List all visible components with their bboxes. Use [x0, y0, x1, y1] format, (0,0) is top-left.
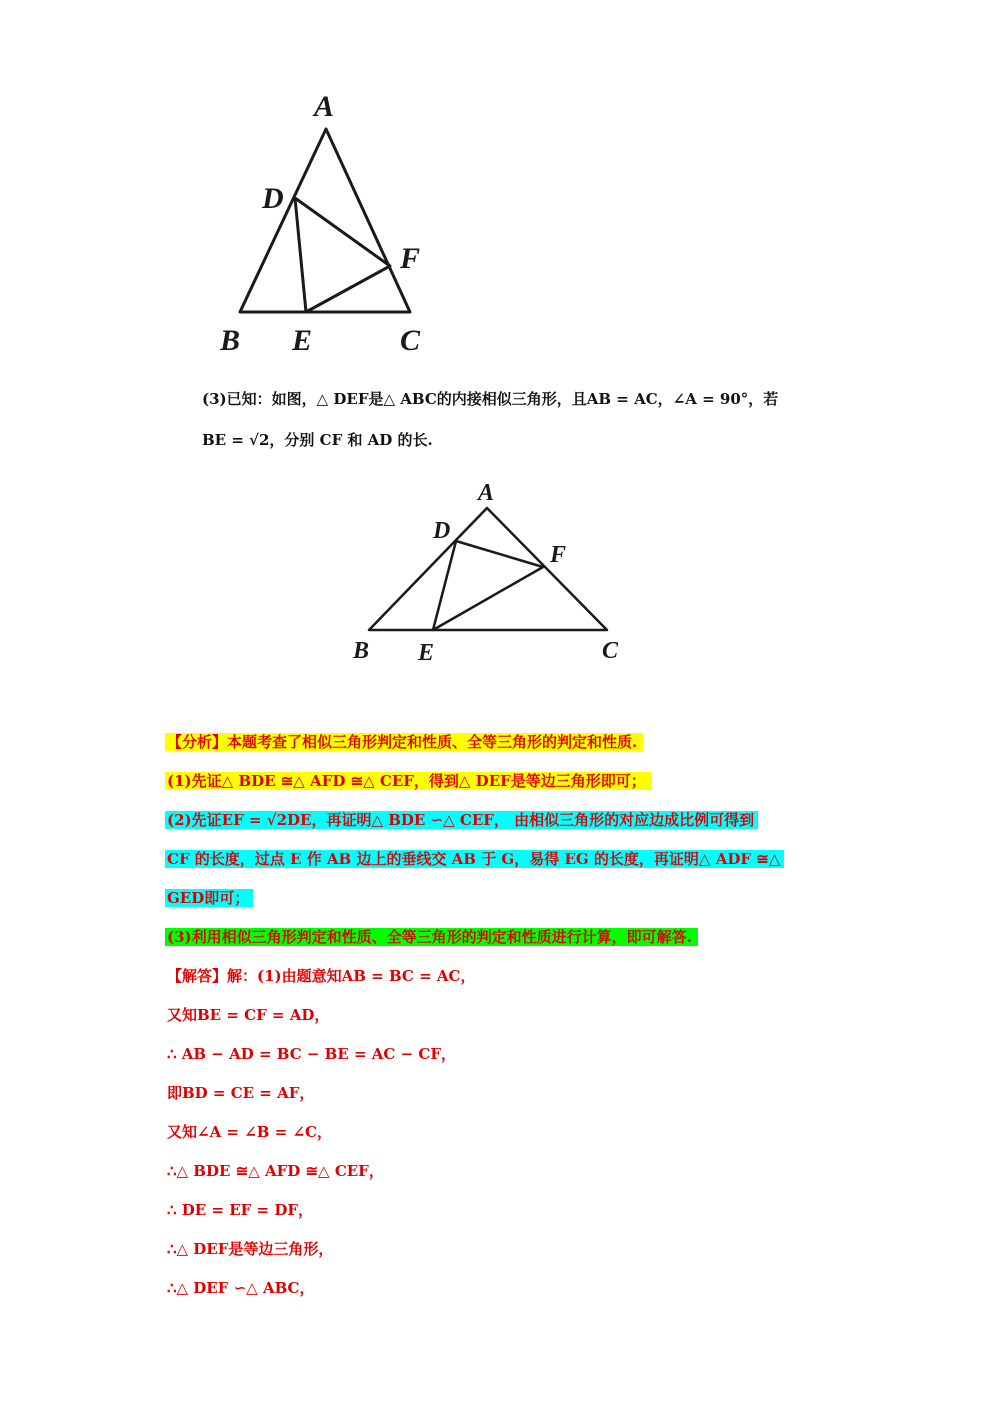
label-D: D [262, 182, 284, 215]
label-F: F [550, 542, 567, 568]
analysis-step-3: (3)利用相似三角形判定和性质、全等三角形的判定和性质进行计算，即可解答. [165, 928, 698, 946]
figure-right-triangle [340, 470, 640, 670]
label-C: C [602, 638, 619, 664]
solution-line [165, 1233, 333, 1265]
solution-step: 即BD = CE = AF， [167, 1084, 315, 1102]
solution-step: ∴△ DEF是等边三角形， [167, 1240, 334, 1258]
problem-3-line-1: (3)已知：如图，△ DEF是△ ABC的内接相似三角形，且AB = AC，∠A = 90°，若 [202, 390, 779, 408]
solution-line [165, 999, 329, 1031]
solution-line [165, 1155, 384, 1187]
analysis-step-2-end: GED即可； [165, 889, 253, 907]
solution-step: ∴ DE = EF = DF， [167, 1201, 313, 1219]
figure-equilateral-triangle [200, 80, 450, 370]
label-F: F [400, 242, 421, 275]
solution-step: ∴△ DEF ∽△ ABC， [167, 1279, 315, 1297]
analysis-step-2: (2)先证EF = √2DE，再证明△ BDE ∽△ CEF， 由相似三角形的对应边成比例可得到 [165, 811, 758, 829]
analysis-line [165, 921, 698, 953]
label-E: E [292, 324, 313, 357]
analysis-line [165, 843, 784, 875]
analysis-step-2-cont: CF 的长度，过点 E 作 AB 边上的垂线交 AB 于 G，易得 EG 的长度，再证明△ ADF ≅△ [165, 850, 784, 868]
analysis-line [165, 804, 758, 836]
analysis-heading: 【分析】本题考查了相似三角形判定和性质、全等三角形的判定和性质. [165, 733, 643, 751]
analysis-line [165, 765, 652, 797]
analysis-line [165, 882, 253, 914]
solution-step: 又知BE = CF = AD， [167, 1006, 330, 1024]
label-B: B [220, 324, 241, 357]
solution-line [165, 1038, 456, 1070]
problem-3-line-2: BE = √2，分别 CF 和 AD 的长. [202, 431, 433, 449]
analysis-step-1: (1)先证△ BDE ≅△ AFD ≅△ CEF，得到△ DEF是等边三角形即可； [165, 772, 652, 790]
solution-step: ∴△ BDE ≅△ AFD ≅△ CEF， [167, 1162, 384, 1180]
solution-line [165, 1077, 314, 1109]
label-A: A [314, 90, 335, 123]
solution-line [165, 1272, 314, 1304]
triangle-diagram-1 [200, 80, 450, 370]
label-E: E [418, 640, 435, 666]
solution-line [165, 1116, 332, 1148]
analysis-line [165, 726, 643, 758]
solution-heading: 【解答】解：(1)由题意知AB = BC = AC， [167, 967, 476, 985]
solution-line [165, 960, 475, 992]
triangle-diagram-2 [340, 470, 640, 670]
label-D: D [433, 518, 451, 544]
solution-step: ∴ AB − AD = BC − BE = AC − CF， [167, 1045, 456, 1063]
solution-step: 又知∠A = ∠B = ∠C， [167, 1123, 332, 1141]
label-B: B [353, 638, 370, 664]
label-A: A [478, 480, 495, 506]
label-C: C [400, 324, 421, 357]
solution-line [165, 1194, 313, 1226]
